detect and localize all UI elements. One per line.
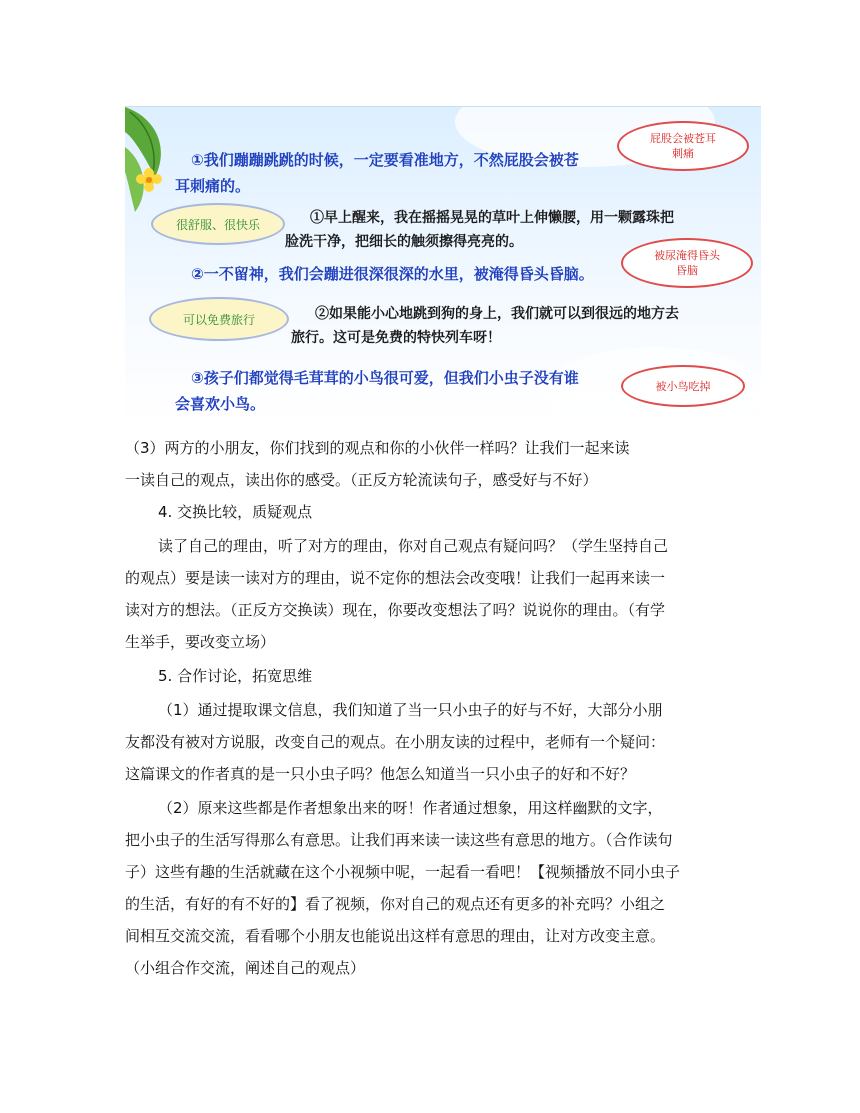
section-heading-4: 4. 交换比较，质疑观点 [158,503,313,521]
paragraph-5-2-line-2: 把小虫子的生活写得那么有意思。让我们再来读一读这些有意思的地方。（合作读句 [125,831,673,849]
paragraph-5-2-line-1: （2）原来这些都是作者想象出来的呀！作者通过想象，用这样幽默的文字， [158,799,663,817]
paragraph-3-line-1: （3）两方的小朋友，你们找到的观点和你的小伙伴一样吗？让我们一起来读 [125,439,630,457]
slide-sentence-4: ②如果能小心地跳到狗的身上，我们就可以到很远的地方去 [315,306,679,322]
cloud-callout-1: 屁股会被苍耳 刺痛 [617,121,749,171]
paragraph-5-2-line-6: （小组合作交流，阐述自己的观点） [125,959,366,977]
paragraph-4-line-2: 的观点）要是读一读对方的理由，说不定你的想法会改变哦！让我们一起再来读一 [125,569,666,587]
slide-sentence-3: ②一不留神，我们会蹦进很深很深的水里，被淹得昏头昏脑。 [191,265,594,283]
slide-sentence-5-cont: 会喜欢小鸟。 [175,395,266,413]
paragraph-5-2-line-4: 的生活，有好的有不好的】看了视频，你对自己的观点还有更多的补充吗？小组之 [125,895,666,913]
lesson-slide-image [125,106,761,425]
paragraph-4-line-3: 读对方的想法。（正反方交换读）现在，你要改变想法了吗？说说你的理由。（有学 [125,601,666,619]
slide-sentence-1-cont: 耳刺痛的。 [175,177,251,195]
section-heading-5: 5. 合作讨论，拓宽思维 [158,667,313,685]
paragraph-5-2-line-5: 间相互交流交流，看看哪个小朋友也能说出这样有意思的理由，让对方改变主意。 [125,927,666,945]
slide-sentence-5: ③孩子们都觉得毛茸茸的小鸟很可爱，但我们小虫子没有谁 [191,369,579,387]
slide-sentence-4-cont: 旅行。这可是免费的特快列车呀！ [291,330,501,346]
paragraph-4-line-1: 读了自己的理由，听了对方的理由，你对自己观点有疑问吗？（学生坚持自己 [158,537,669,555]
cloud-callout-3: 被小鸟吃掉 [621,365,745,407]
paragraph-5-2-line-3: 子）这些有趣的生活就藏在这个小视频中呢，一起看一看吧！【视频播放不同小虫子 [125,863,681,881]
paragraph-4-line-4: 生举手，要改变立场） [125,633,276,651]
cloud-callout-2: 被尿淹得昏头 昏脑 [621,238,753,288]
slide-sentence-2-cont: 脸洗干净，把细长的触须擦得亮亮的。 [285,234,523,250]
paragraph-5-1-line-3: 这篇课文的作者真的是一只小虫子吗？他怎么知道当一只小虫子的好和不好？ [125,765,636,783]
slide-sentence-2: ①早上醒来，我在摇摇晃晃的草叶上伸懒腰，用一颗露珠把 [310,210,674,226]
slide-sentence-1: ①我们蹦蹦跳跳的时候，一定要看准地方，不然屁股会被苍 [191,151,579,169]
paragraph-5-1-line-1: （1）通过提取课文信息，我们知道了当一只小虫子的好与不好，大部分小朋 [158,701,663,719]
paragraph-5-1-line-2: 友都没有被对方说服，改变自己的观点。在小朋友读的过程中，老师有一个疑问： [125,733,666,751]
paragraph-3-line-2: 一读自己的观点，读出你的感受。（正反方轮流读句子，感受好与不好） [125,471,598,489]
flower-icon [129,167,169,197]
speech-bubble-2: 可以免费旅行 [149,297,289,341]
speech-bubble-1: 很舒服、很快乐 [151,203,285,245]
